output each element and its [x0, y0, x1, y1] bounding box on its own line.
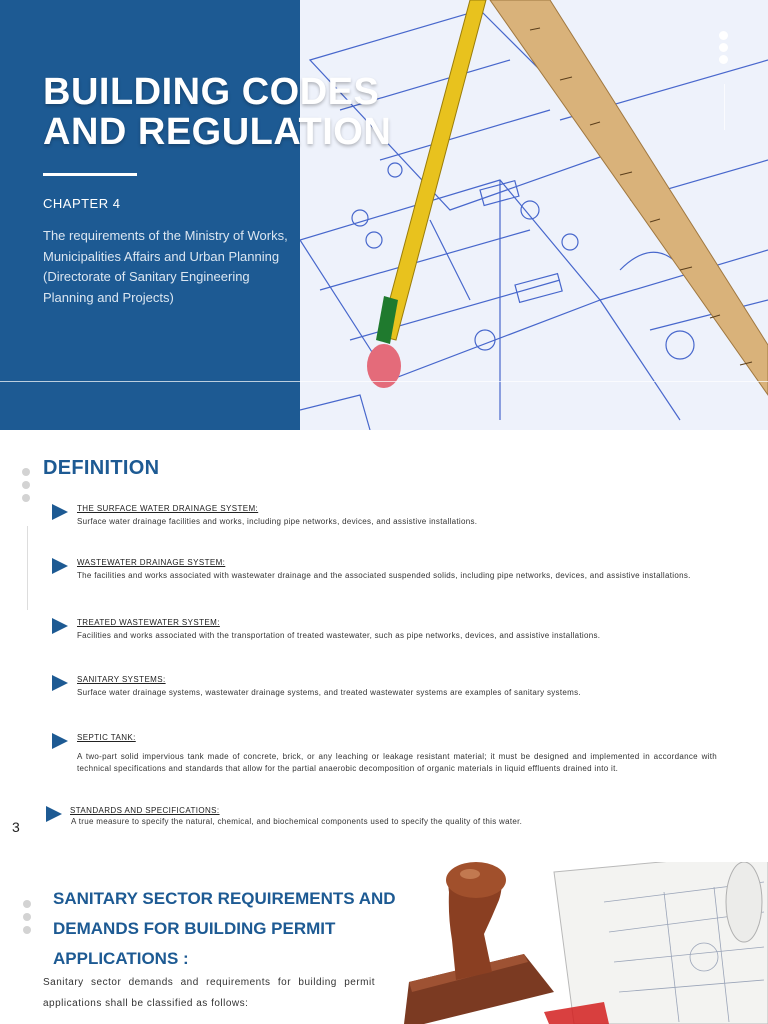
definition-body: A two-part solid impervious tank made of concrete, brick, or any leaching or leakage resistant material; it must be designed and implemented in accordance with technical specifications and standards that allow for the partial anaerobic decomposition of organic materials in liquid effluents drained into it.	[77, 752, 717, 773]
definition-heading: SEPTIC TANK:	[77, 733, 136, 742]
definition-heading: THE SURFACE WATER DRAINAGE SYSTEM:	[77, 504, 259, 513]
definition-heading: WASTEWATER DRAINAGE SYSTEM:	[77, 558, 226, 567]
divider-line	[0, 381, 768, 382]
triangle-bullet-icon	[52, 558, 68, 574]
definition-item	[52, 618, 717, 642]
triangle-bullet-icon	[52, 733, 68, 749]
definition-body: Surface water drainage systems, wastewater drainage systems, and treated wastewater systems are examples of sanitary systems.	[77, 688, 581, 697]
definition-body: Surface water drainage facilities and works, including pipe networks, devices, and assistive installations.	[77, 517, 478, 526]
triangle-bullet-icon	[52, 504, 68, 520]
definition-body: Facilities and works associated with the transportation of treated wastewater, such as pipe networks, devices, and assistive installations.	[77, 631, 601, 640]
dots-decoration	[23, 900, 32, 939]
dots-decoration	[22, 468, 31, 507]
blueprint-pencil-ruler-image	[300, 0, 768, 430]
vertical-accent-line	[724, 84, 725, 130]
definition-heading: TREATED WASTEWATER SYSTEM:	[77, 618, 220, 627]
chapter-label: CHAPTER 4	[43, 196, 121, 211]
title-underline	[43, 173, 137, 176]
section-title: DEFINITION	[43, 457, 160, 479]
definition-heading: STANDARDS AND SPECIFICATIONS:	[70, 806, 220, 815]
definition-slide	[0, 430, 768, 843]
title-line-2: AND REGULATION	[43, 111, 392, 153]
dots-decoration	[719, 31, 729, 67]
section-body: Sanitary sector demands and requirements for building permit applications shall be classified as follows:	[43, 977, 375, 1009]
definition-item	[52, 558, 717, 582]
definition-body: A true measure to specify the natural, chemical, and biochemical components used to specify the quality of this water.	[71, 817, 523, 826]
vertical-accent-line	[27, 526, 28, 610]
triangle-bullet-icon	[52, 618, 68, 634]
definition-heading: SANITARY SYSTEMS:	[77, 675, 166, 684]
triangle-bullet-icon	[52, 675, 68, 691]
triangle-bullet-icon	[46, 806, 62, 822]
definition-item	[46, 806, 711, 828]
definition-item	[52, 675, 717, 699]
section-title: SANITARY SECTOR REQUIREMENTS AND DEMANDS FOR BUILDING PERMIT APPLICATIONS :	[53, 889, 396, 968]
page-title	[43, 72, 473, 152]
definition-body: The facilities and works associated with wastewater drainage and the associated suspended solids, including pipe networks, devices, and assistive installations.	[77, 571, 691, 580]
cover-description: The requirements of the Ministry of Works, Municipalities Affairs and Urban Planning (Directorate of Sanitary Engineering Planning and Projects)	[43, 228, 288, 305]
cover-slide	[0, 0, 768, 430]
rubber-stamp-image	[404, 862, 768, 1024]
definition-item	[52, 733, 717, 775]
requirements-slide	[0, 862, 768, 1024]
page-number: 3	[12, 819, 20, 835]
title-line-1: BUILDING CODES	[43, 71, 380, 113]
definition-item	[52, 504, 717, 528]
